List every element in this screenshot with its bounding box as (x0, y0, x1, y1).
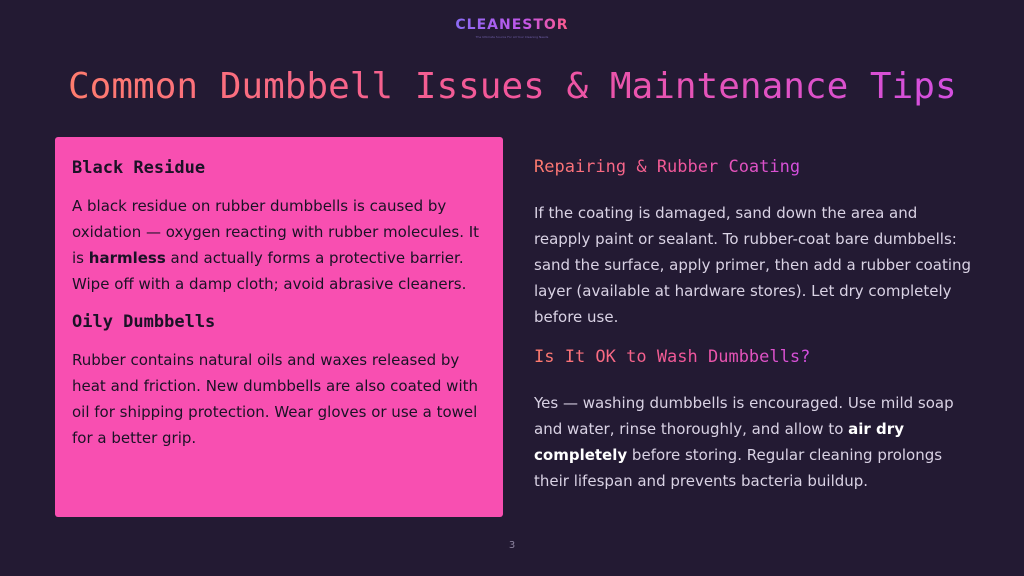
brand-name: CLEANESTOR (455, 17, 569, 33)
black-residue-heading: Black Residue (72, 158, 206, 178)
brand-tagline: The Ultimate Source For All Your Cleaning Needs (475, 35, 549, 39)
right-column (534, 156, 974, 510)
washing-heading: Is It OK to Wash Dumbbells? (534, 347, 811, 367)
black-residue-text: A black residue on rubber dumbbells is caused by oxidation — oxygen reacting with rubber molecules. It is harmless and actually forms a protective barrier. Wipe off with a damp cloth; avoid abrasive cleaners. (72, 197, 480, 293)
slide-title: Common Dumbbell Issues & Maintenance Tips (68, 62, 957, 112)
oily-dumbbells-text: Rubber contains natural oils and waxes released by heat and friction. New dumbbells are also coated with oil for shipping protection. Wear gloves or use a towel for a better grip. (72, 351, 478, 447)
repairing-text: If the coating is damaged, sand down the area and reapply paint or sealant. To rubber-coat bare dumbbells: sand the surface, apply primer, then add a rubber coating layer (available at hardware stores). Let dry completely before use. (534, 204, 972, 326)
left-card (55, 137, 503, 517)
page-number: 3 (508, 540, 516, 551)
repairing-heading: Repairing & Rubber Coating (534, 157, 801, 177)
oily-dumbbells-heading: Oily Dumbbells (72, 312, 216, 332)
washing-text: Yes — washing dumbbells is encouraged. Use mild soap and water, rinse thoroughly, and allow to air dry completely before storing. Regular cleaning prolongs their lifespan and prevents bacteria buildup. (534, 394, 954, 490)
harmless-emphasis: harmless (88, 249, 166, 267)
air-dry-emphasis: air dry completely (534, 420, 904, 464)
brand-logo (0, 14, 1024, 39)
